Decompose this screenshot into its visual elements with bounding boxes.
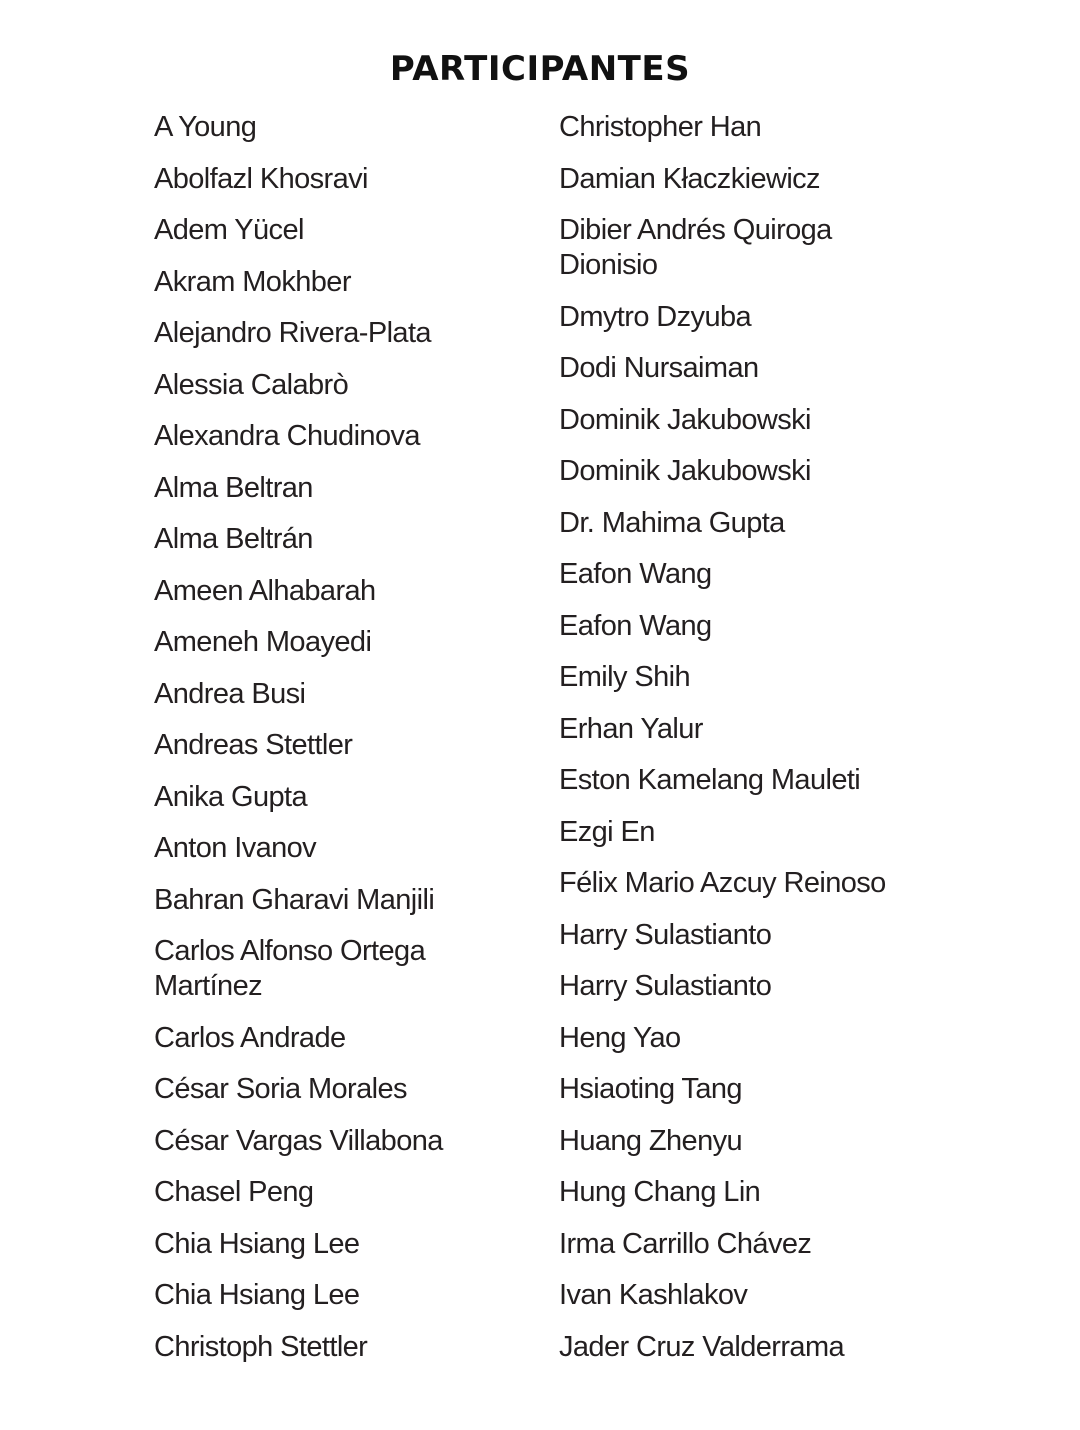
participant-name: Chia Hsiang Lee — [154, 1227, 360, 1260]
participant-name: Alma Beltrán — [154, 523, 313, 555]
participant-name: Emily Shih — [559, 661, 690, 693]
participant-name: Huang Zhenyu — [559, 1124, 743, 1157]
participant-name: A Young — [154, 111, 257, 143]
participant-name: Heng Yao — [559, 1021, 681, 1054]
participant-name: Alejandro Rivera-Plata — [154, 317, 431, 349]
participant-name: Dominik Jakubowski — [559, 403, 811, 436]
participant-name: Christopher Han — [559, 111, 762, 143]
participant-name: Chia Hsiang Lee — [154, 1279, 360, 1311]
participant-name: Dibier Andrés Quiroga Dionisio — [559, 214, 832, 281]
participant-name: Irma Carrillo Chávez — [559, 1227, 812, 1260]
participant-name: César Soria Morales — [154, 1073, 407, 1105]
participant-name: Eafon Wang — [559, 558, 712, 590]
participant-name: Eafon Wang — [559, 609, 712, 642]
participants-list-right — [559, 110, 939, 1381]
participant-name: Carlos Alfonso Ortega Martínez — [154, 935, 426, 1002]
participant-name: Erhan Yalur — [559, 712, 703, 745]
participant-name: Alma Beltran — [154, 471, 313, 504]
participant-name: Carlos Andrade — [154, 1021, 346, 1054]
participant-name: Eston Kamelang Mauleti — [559, 764, 861, 796]
participant-name: Dmytro Dzyuba — [559, 300, 752, 333]
participant-name: Dodi Nursaiman — [559, 352, 759, 384]
participant-name: Anika Gupta — [154, 780, 307, 813]
participant-name: Ezgi En — [559, 815, 655, 848]
participant-name: Andrea Busi — [154, 677, 306, 710]
participant-name: Dominik Jakubowski — [559, 455, 811, 487]
participant-name: Hsiaoting Tang — [559, 1073, 742, 1105]
participant-name: Chasel Peng — [154, 1176, 314, 1208]
participant-name: Alessia Calabrò — [154, 368, 349, 401]
participant-name: Ameen Alhabarah — [154, 574, 376, 607]
participant-name: Ameneh Moayedi — [154, 626, 372, 658]
participant-name: Christoph Stettler — [154, 1330, 368, 1363]
participant-name: Jader Cruz Valderrama — [559, 1330, 845, 1363]
participant-name: César Vargas Villabona — [154, 1124, 443, 1157]
participant-name: Bahran Gharavi Manjili — [154, 883, 435, 916]
participant-name: Félix Mario Azcuy Reinoso — [559, 867, 886, 899]
participant-name: Alexandra Chudinova — [154, 420, 420, 452]
participant-name: Harry Sulastianto — [559, 918, 772, 951]
participant-name: Akram Mokhber — [154, 265, 351, 298]
participant-name: Dr. Mahima Gupta — [559, 506, 785, 539]
participant-name: Anton Ivanov — [154, 832, 317, 864]
participant-name: Damian Kłaczkiewicz — [559, 162, 820, 195]
participant-name: Ivan Kashlakov — [559, 1279, 748, 1311]
page-title: PARTICIPANTES — [389, 48, 691, 89]
participant-name: Hung Chang Lin — [559, 1176, 761, 1208]
participants-list-left — [154, 110, 534, 1381]
participant-name: Adem Yücel — [154, 214, 304, 246]
participant-name: Andreas Stettler — [154, 729, 353, 761]
participant-name: Abolfazl Khosravi — [154, 162, 368, 195]
participant-name: Harry Sulastianto — [559, 970, 772, 1002]
